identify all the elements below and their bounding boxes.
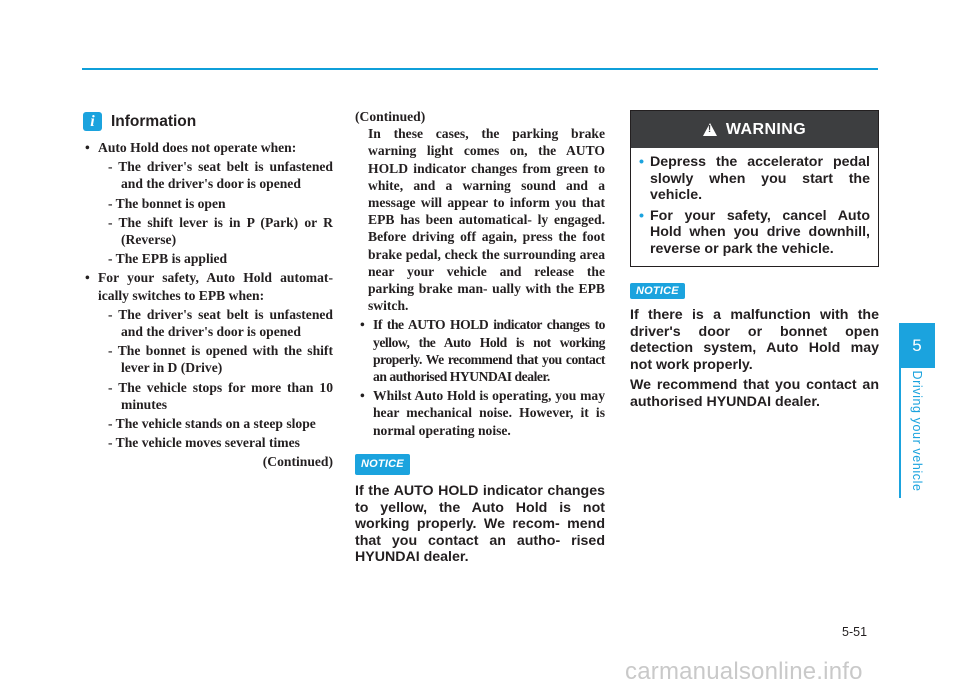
information-title: Information bbox=[111, 112, 197, 130]
chapter-label: Driving your vehicle bbox=[910, 370, 924, 492]
notice-paragraph: We recommend that you contact an authorised HYUNDAI dealer. bbox=[630, 377, 879, 410]
middle-bullet: • Whilst Auto Hold is operating, you may hear mechanical noise. However, it is normal operating noise. bbox=[355, 387, 605, 439]
continued-label: (Continued) bbox=[355, 109, 426, 124]
warning-box bbox=[630, 110, 879, 267]
page-number: 5-51 bbox=[842, 625, 868, 639]
notice-badge: NOTICE bbox=[630, 283, 685, 299]
right-notice-text bbox=[630, 307, 879, 415]
continued-section bbox=[355, 108, 605, 566]
watermark: carmanualsonline.info bbox=[625, 658, 863, 685]
information-section bbox=[80, 112, 333, 471]
info-sub-item: - The bonnet is opened with the shift lever in D (Drive) bbox=[108, 343, 333, 376]
info-sub-item: - The EPB is applied bbox=[108, 251, 228, 267]
notice-text: If the AUTO HOLD indicator changes to yellow, the Auto Hold is not working properly. We recom- mend that you contact an autho- rised HYUNDAI dealer. bbox=[355, 483, 605, 566]
chapter-rule bbox=[899, 368, 901, 498]
info-icon: i bbox=[83, 112, 102, 131]
info-bullet: • Auto Hold does not operate when: bbox=[80, 139, 333, 156]
epb-explanation: In these cases, the parking brake warning light comes on, the AUTO HOLD indicator changes from green to white, and a warning sound and a message will appear to inform you that EPB has been automatical- ly engaged. Before driving off again, press the foot brake pedal, check the surrounding area near your vehicle and release the parking brake man- ually with the EPB switch. bbox=[368, 126, 605, 314]
info-sub-item: - The driver's seat belt is unfastened and the driver's door is opened bbox=[108, 306, 333, 340]
header-rule bbox=[82, 68, 878, 70]
info-sub-item: - The vehicle stands on a steep slope bbox=[108, 416, 316, 432]
notice-badge-right bbox=[630, 281, 685, 299]
warning-triangle-icon bbox=[703, 123, 717, 136]
info-sub-item: - The vehicle moves several times bbox=[108, 435, 300, 451]
info-sub-item: - The bonnet is open bbox=[108, 195, 226, 211]
information-header bbox=[83, 112, 333, 131]
warning-title: WARNING bbox=[725, 120, 807, 138]
warning-item: • Depress the accelerator pedal slowly when you start the vehicle. bbox=[640, 154, 870, 204]
warning-header bbox=[631, 111, 878, 148]
chapter-tab: 5 bbox=[899, 323, 935, 368]
info-bullet: • For your safety, Auto Hold automat- ically switches to EPB when: bbox=[80, 269, 333, 303]
info-sub-item: - The shift lever is in P (Park) or R (Reverse) bbox=[108, 214, 333, 248]
warning-body bbox=[631, 148, 878, 258]
notice-paragraph: If there is a malfunction with the driver's door or bonnet open detection system, Auto Hold may not work properly. bbox=[630, 307, 879, 373]
info-sub-item: - The vehicle stops for more than 10 minutes bbox=[108, 379, 333, 412]
warning-item: • For your safety, cancel Auto Hold when you drive downhill, reverse or park the vehicle. bbox=[640, 208, 870, 258]
notice-badge: NOTICE bbox=[355, 454, 410, 475]
middle-bullet: • If the AUTO HOLD indicator changes to yellow, the Auto Hold is not working properly. We recommend that you contact an authorised HYUNDAI dealer. bbox=[355, 316, 605, 385]
continued-label: (Continued) bbox=[262, 454, 333, 470]
info-sub-item: - The driver's seat belt is unfastened and the driver's door is opened bbox=[108, 159, 333, 192]
